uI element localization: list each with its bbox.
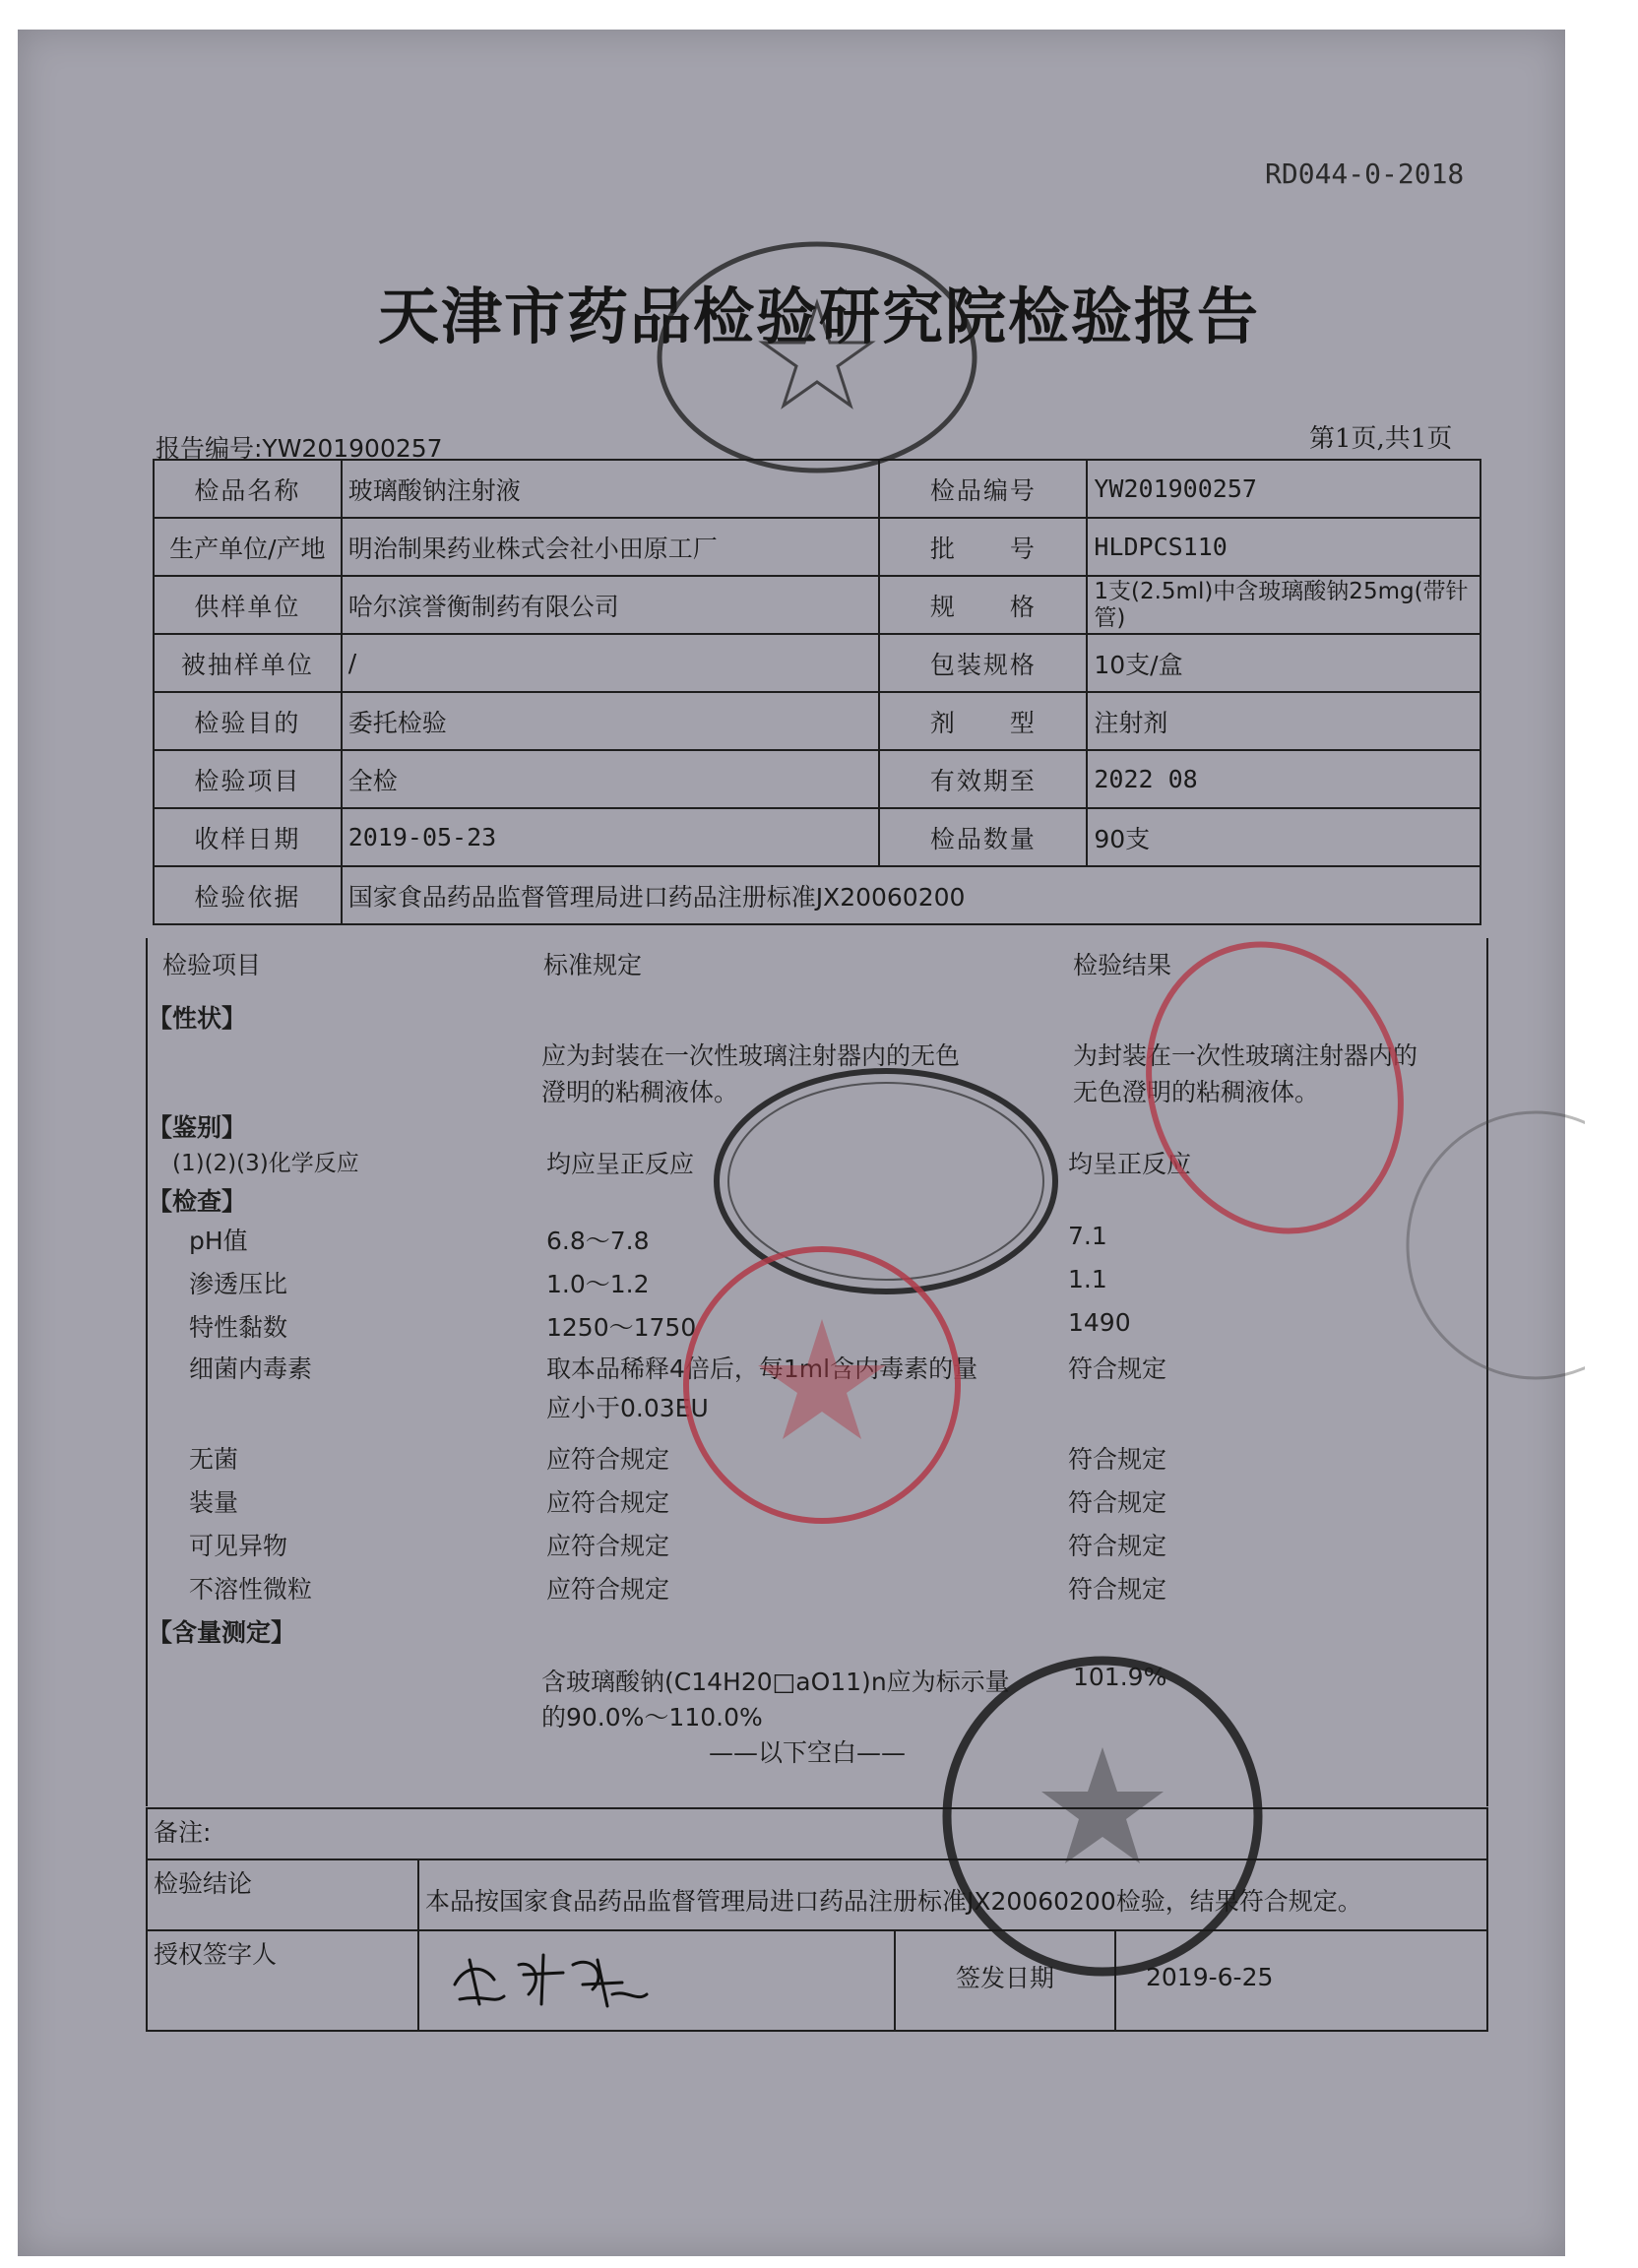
info-value: 2022 08 — [1087, 750, 1480, 808]
info-value: 明治制果药业株式会社小田原工厂 — [342, 518, 880, 576]
info-value: 哈尔滨誉衡制药有限公司 — [342, 576, 880, 634]
check-result: 符合规定 — [1068, 1354, 1167, 1383]
assay-std: 的90.0%～110.0% — [541, 1703, 763, 1732]
identification-result: 均呈正反应 — [1068, 1150, 1192, 1178]
remark-label: 备注: — [147, 1808, 1487, 1859]
basis-value: 国家食品药品监督管理局进口药品注册标准JX20060200 — [342, 866, 1480, 924]
info-label: 包装规格 — [879, 634, 1087, 692]
basis-label: 检验依据 — [154, 866, 342, 924]
conclusion-text: 本品按国家食品药品监督管理局进口药品注册标准JX20060200检验，结果符合规定。 — [418, 1859, 1487, 1930]
info-label: 批 号 — [879, 518, 1087, 576]
info-row — [154, 866, 1480, 924]
check-standard: 应符合规定 — [546, 1532, 670, 1560]
check-item: 特性黏数 — [189, 1313, 288, 1342]
check-result: 符合规定 — [1068, 1488, 1167, 1517]
info-row — [154, 634, 1480, 692]
identification-std: 均应呈正反应 — [546, 1150, 695, 1178]
page-info: 第1页,共1页 — [1309, 424, 1453, 454]
issue-date-label: 签发日期 — [895, 1930, 1115, 2031]
appearance-std: 澄明的粘稠液体。 — [541, 1078, 739, 1106]
remark-row — [147, 1808, 1487, 1859]
info-value: YW201900257 — [1087, 460, 1480, 518]
document-code: RD044-0-2018 — [1265, 158, 1465, 190]
faint-edge-stamp — [1388, 1102, 1585, 1388]
info-label: 检品编号 — [879, 460, 1087, 518]
section-identification: 【鉴别】 — [148, 1113, 247, 1142]
appearance-result: 为封装在一次性玻璃注射器内的 — [1073, 1041, 1418, 1070]
check-standard: 应符合规定 — [546, 1575, 670, 1604]
appearance-std: 应为封装在一次性玻璃注射器内的无色 — [541, 1041, 961, 1070]
info-label: 检品数量 — [879, 808, 1087, 866]
assay-std: 含玻璃酸钠(C14H20□aO11)n应为标示量 — [541, 1668, 1010, 1696]
conclusion-row — [147, 1859, 1487, 1930]
yuheng-quality-stamp — [935, 1654, 1270, 1979]
check-standard: 应符合规定 — [546, 1488, 670, 1517]
check-result: 1490 — [1068, 1308, 1131, 1337]
info-value: HLDPCS110 — [1087, 518, 1480, 576]
info-label: 供样单位 — [154, 576, 342, 634]
check-item: 可见异物 — [189, 1532, 288, 1560]
info-value: / — [342, 634, 880, 692]
info-row — [154, 576, 1480, 634]
check-standard: 1.0～1.2 — [546, 1270, 650, 1298]
info-row — [154, 750, 1480, 808]
header-result: 检验结果 — [1073, 951, 1172, 979]
check-standard: 应符合规定 — [546, 1445, 670, 1474]
section-appearance: 【性状】 — [148, 1004, 247, 1033]
appearance-result: 无色澄明的粘稠液体。 — [1073, 1078, 1320, 1106]
info-value: 90支 — [1087, 808, 1480, 866]
signature — [418, 1930, 895, 2031]
conclusion-table — [146, 1807, 1488, 2032]
check-item: 无菌 — [189, 1445, 239, 1474]
check-item: 细菌内毒素 — [189, 1354, 313, 1383]
section-assay: 【含量测定】 — [148, 1618, 296, 1647]
info-value: 委托检验 — [342, 692, 880, 750]
info-value: 注射剂 — [1087, 692, 1480, 750]
info-value: 全检 — [342, 750, 880, 808]
check-result: 1.1 — [1068, 1265, 1107, 1293]
info-value: 2019-05-23 — [342, 808, 880, 866]
check-item: 装量 — [189, 1488, 239, 1517]
info-label: 检品名称 — [154, 460, 342, 518]
info-label: 有效期至 — [879, 750, 1087, 808]
check-item: pH值 — [189, 1227, 248, 1255]
blank-below-marker: ——以下空白—— — [709, 1738, 907, 1767]
header-item: 检验项目 — [162, 951, 262, 979]
info-label: 剂 型 — [879, 692, 1087, 750]
check-item: 渗透压比 — [189, 1270, 288, 1298]
tianjin-inspection-stamp — [650, 234, 984, 480]
info-row — [154, 808, 1480, 866]
check-standard: 1250～1750 — [546, 1313, 697, 1342]
identification-item: (1)(2)(3)化学反应 — [172, 1151, 359, 1176]
section-inspection: 【检查】 — [148, 1187, 247, 1216]
report-number: 报告编号:YW201900257 — [156, 434, 443, 463]
report-title: 天津市药品检验研究院检验报告 — [377, 281, 1260, 352]
conclusion-label: 检验结论 — [147, 1859, 418, 1930]
check-result: 符合规定 — [1068, 1445, 1167, 1474]
info-label: 被抽样单位 — [154, 634, 342, 692]
info-label: 规 格 — [879, 576, 1087, 634]
handwritten-signature — [425, 1935, 662, 2014]
info-value: 玻璃酸钠注射液 — [342, 460, 880, 518]
issue-date: 2019-6-25 — [1115, 1930, 1487, 2031]
check-standard: 取本品稀释4倍后，每1ml含内毒素的量 — [546, 1354, 978, 1383]
check-item: 不溶性微粒 — [189, 1575, 313, 1604]
huawei-round-stamp — [679, 1242, 965, 1528]
check-result: 符合规定 — [1068, 1532, 1167, 1560]
huawei-red-right-stamp — [1142, 935, 1408, 1240]
info-label: 生产单位/产地 — [154, 518, 342, 576]
info-row — [154, 692, 1480, 750]
info-label: 检验项目 — [154, 750, 342, 808]
check-result: 7.1 — [1068, 1222, 1107, 1250]
info-label: 收样日期 — [154, 808, 342, 866]
header-standard: 标准规定 — [543, 951, 643, 979]
sample-info-table — [153, 459, 1481, 925]
check-standard: 6.8～7.8 — [546, 1227, 650, 1255]
check-result: 符合规定 — [1068, 1575, 1167, 1604]
assay-result: 101.9% — [1073, 1663, 1167, 1691]
signer-label: 授权签字人 — [147, 1930, 418, 2031]
info-value: 10支/盒 — [1087, 634, 1480, 692]
info-label: 检验目的 — [154, 692, 342, 750]
signature-row — [147, 1930, 1487, 2031]
info-value: 1支(2.5ml)中含玻璃酸钠25mg(带针管) — [1087, 576, 1480, 634]
info-row — [154, 518, 1480, 576]
check-standard: 应小于0.03EU — [546, 1394, 709, 1422]
